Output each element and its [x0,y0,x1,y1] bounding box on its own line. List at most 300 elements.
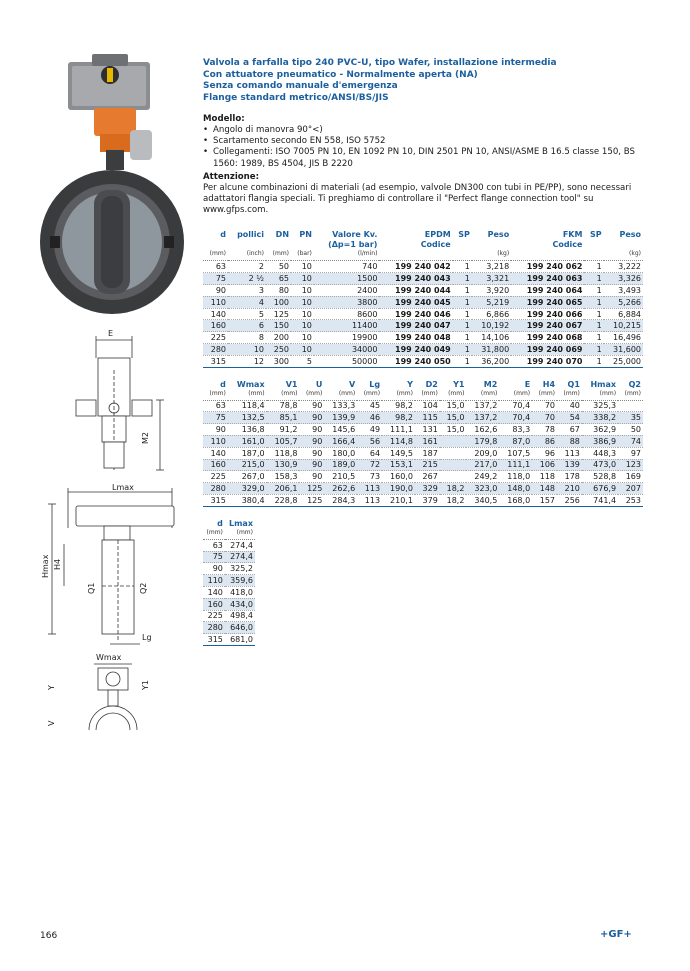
table-cell: 90 [203,424,228,436]
column-header [266,240,291,250]
table-cell: 140 [203,308,228,320]
table-cell: 681,0 [225,634,255,646]
table-cell: 83,3 [499,424,532,436]
column-header: (mm) [582,390,618,401]
table-row [203,424,643,436]
table-cell: 50 [618,424,643,436]
table-cell: 3,326 [604,273,643,285]
table-cell: 97 [618,447,643,459]
column-header: (mm) [440,390,467,401]
table-cell [440,447,467,459]
column-header: (mm) [299,390,324,401]
column-header: Codice [552,240,583,250]
attention-text: Per alcune combinazioni di materiali (ad esempio, valvole DN300 con tubi in PE/PP), sono necessari adattatori flangia speciali. Ti preghiamo di controllare il "Perfect flange connection tool" su www.gfps.com. [203,182,632,216]
table-cell: 253 [618,494,643,506]
table-cell: 1 [453,261,472,273]
table-cell: 1 [584,285,603,297]
column-header: (mm) [415,390,440,401]
table-cell: 70 [532,400,557,412]
table-row [203,447,643,459]
column-header: (mm) [466,390,499,401]
column-header [584,250,603,261]
table-cell: 323,0 [466,483,499,495]
table-cell: 325,3 [582,400,618,412]
table-cell: 110 [203,435,228,447]
table-cell: 199 240 046 [379,308,452,320]
lmax-table [203,519,255,646]
table-cell: 1 [453,273,472,285]
column-header: D2 [425,379,438,389]
table-cell: 3,321 [472,273,511,285]
table-cell: 741,4 [582,494,618,506]
table-cell: 139,9 [324,412,357,424]
table-cell: 315 [203,355,228,367]
column-header: Q1 [567,379,580,389]
table-row [203,332,643,344]
table-cell: 1 [453,344,472,356]
table-cell: 65 [266,273,291,285]
table-cell: 10 [291,261,314,273]
column-header: (mm) [203,529,225,540]
table-cell: 473,0 [582,459,618,471]
table-unit-row [203,250,643,261]
table-cell: 228,8 [267,494,300,506]
table-cell: 90 [299,435,324,447]
table-cell: 187 [415,447,440,459]
title-line: Senza comando manuale d'emergenza [203,81,398,91]
label-y1: Y1 [141,680,150,690]
dimensions-table [203,380,643,507]
column-header [453,240,472,250]
table-row [203,261,643,273]
table-cell: 16,496 [604,332,643,344]
table-row [203,344,643,356]
title-line: Valvola a farfalla tipo 240 PVC-U, tipo Wafer, installazione intermedia [203,58,557,68]
table-cell: 217,0 [466,459,499,471]
table-cell: 215,0 [228,459,267,471]
table-cell: 160 [203,459,228,471]
table-cell: 5,266 [604,296,643,308]
table-cell: 145,6 [324,424,357,436]
attention-label: Attenzione: [203,171,260,182]
table-cell: 150 [266,320,291,332]
table-cell: 118,0 [499,471,532,483]
left-drawings [32,40,192,734]
table-cell: 125 [266,308,291,320]
bullet-item: • Angolo di manovra 90°<) [203,125,643,136]
table-row [203,598,255,610]
table-cell: 72 [357,459,382,471]
table-row [203,308,643,320]
table-cell: 315 [203,494,228,506]
table-cell: 118,8 [267,447,300,459]
table-cell: 73 [357,471,382,483]
table-cell: 10 [291,273,314,285]
table-row [203,412,643,424]
label-lg: Lg [142,633,152,642]
table-header-row [203,230,643,240]
table-cell: 189,0 [324,459,357,471]
column-header [379,250,452,261]
table-cell: 10 [291,332,314,344]
column-header: (mm) [228,390,267,401]
table-cell: 140 [203,586,225,598]
column-header: (kg) [472,250,511,261]
column-header: V [349,379,356,389]
table-cell: 199 240 066 [511,308,584,320]
table-cell: 10 [291,285,314,297]
table-cell: 199 240 063 [511,273,584,285]
table-cell: 31,600 [604,344,643,356]
table-cell: 199 240 047 [379,320,452,332]
column-header: DN [275,230,290,240]
table-cell: 70 [532,412,557,424]
column-header: FKM [562,230,583,240]
table-row [203,610,255,622]
table-cell: 10 [228,344,266,356]
table-cell: 215 [415,459,440,471]
table-cell: 110 [203,575,225,587]
table-cell: 386,9 [582,435,618,447]
table-cell: 133,3 [324,400,357,412]
table-cell: 676,9 [582,483,618,495]
column-header: SP [458,230,470,240]
table-cell: 45 [357,400,382,412]
table-header-row [203,240,643,250]
table-cell: 1 [584,261,603,273]
table-cell: 111,1 [499,459,532,471]
column-header: Codice [420,240,451,250]
column-header: (mm) [499,390,532,401]
table-cell: 209,0 [466,447,499,459]
table-cell: 75 [203,273,228,285]
table-cell: 187,0 [228,447,267,459]
table-cell: 15,0 [440,400,467,412]
column-header: d [220,230,227,240]
column-header: Valore Kv. [332,230,378,240]
product-title [203,58,643,104]
table-row [203,551,255,563]
table-cell: 75 [203,551,225,563]
table-cell: 3,493 [604,285,643,297]
column-header [228,240,266,250]
column-header: Peso [487,230,510,240]
column-header: (mm) [382,390,415,401]
table-cell: 50000 [314,355,380,367]
table-cell: 199 240 044 [379,285,452,297]
table-cell: 1 [584,355,603,367]
table-cell: 1 [453,355,472,367]
column-header: d [220,379,226,389]
table-cell: 98,2 [382,400,415,412]
lmax-table-body [203,539,255,645]
table-cell: 250 [266,344,291,356]
table-cell: 249,2 [466,471,499,483]
column-header: H4 [542,379,556,389]
table-cell: 12 [228,355,266,367]
column-header [584,240,603,250]
table-cell: 207 [618,483,643,495]
model-label: Modello: [203,114,245,124]
table-cell: 528,8 [582,471,618,483]
table-row [203,285,643,297]
table-cell: 123 [618,459,643,471]
table-cell: 70,4 [499,412,532,424]
table-cell: 1 [584,296,603,308]
table-cell: 140 [203,447,228,459]
column-header: U [315,379,323,389]
table-cell: 199 240 048 [379,332,452,344]
table-cell: 25,000 [604,355,643,367]
table-cell: 125 [299,494,324,506]
table-row [203,563,255,575]
table-cell: 110 [203,296,228,308]
bullet-item: • Collegamenti: ISO 7005 PN 10, EN 1092 PN 10, DIN 2501 PN 10, ANSI/ASME B 16.5 classe 150, BS 1560: 1989, BS 4504, JIS B 2220 [203,147,643,169]
table-row [203,273,643,285]
table-cell: 90 [299,471,324,483]
column-header [472,240,511,250]
table-cell: 161 [415,435,440,447]
table-header-row [203,519,255,529]
table-cell: 63 [203,261,228,273]
table-row [203,539,255,551]
table-cell: 1 [453,320,472,332]
table-cell: 34000 [314,344,380,356]
table-cell: 225 [203,610,225,622]
table-cell: 148,0 [499,483,532,495]
table-header-row [203,380,643,390]
column-header: d [217,518,223,528]
table-cell: 3 [228,285,266,297]
table-cell: 280 [203,622,225,634]
table-row [203,435,643,447]
table-cell: 2400 [314,285,380,297]
table-cell: 284,3 [324,494,357,506]
table-cell: 137,2 [466,412,499,424]
column-header: (inch) [228,250,266,261]
column-header: (kg) [604,250,643,261]
table-cell: 40 [557,400,582,412]
table-cell: 199 240 067 [511,320,584,332]
table-cell: 3800 [314,296,380,308]
table-cell: 107,5 [499,447,532,459]
table-cell: 90 [299,459,324,471]
table-cell: 130,9 [267,459,300,471]
table-cell: 340,5 [466,494,499,506]
table-unit-row [203,390,643,401]
table-row [203,586,255,598]
table-cell: 35 [618,412,643,424]
table-unit-row [203,529,255,540]
column-header: (mm) [557,390,582,401]
table-cell: 63 [203,539,225,551]
column-header: V1 [285,379,298,389]
table-cell: 300 [266,355,291,367]
side-view-drawing [48,488,174,644]
table-cell: 90 [299,412,324,424]
table-cell: 262,6 [324,483,357,495]
label-lmax: Lmax [112,483,134,492]
table-cell: 180,0 [324,447,357,459]
drawings-svg [32,40,192,730]
label-v: V [47,720,56,726]
table-cell: 139 [557,459,582,471]
table-cell: 280 [203,344,228,356]
table-cell: 36,200 [472,355,511,367]
table-cell: 74 [618,435,643,447]
table-cell: 148 [532,483,557,495]
page-number: 166 [40,931,58,941]
table-cell: 10 [291,308,314,320]
table-cell: 5 [228,308,266,320]
table-cell: 160,0 [382,471,415,483]
table-cell: 5,219 [472,296,511,308]
table-row [203,400,643,412]
table-cell: 199 240 065 [511,296,584,308]
table-cell: 646,0 [225,622,255,634]
table-cell: 15,0 [440,424,467,436]
table-cell: 98,2 [382,412,415,424]
column-header: EPDM [424,230,451,240]
codes-table-body [203,261,643,367]
table-cell [618,400,643,412]
table-row [203,320,643,332]
table-cell: 132,5 [228,412,267,424]
column-header: Hmax [590,379,617,389]
table-cell: 115 [415,412,440,424]
column-header: Lg [369,379,381,389]
table-cell: 329 [415,483,440,495]
table-cell [440,471,467,483]
table-cell: 325,2 [225,563,255,575]
table-cell: 1 [453,332,472,344]
table-cell: 86 [532,435,557,447]
column-header: Lmax [229,518,253,528]
table-cell: 3,222 [604,261,643,273]
table-cell: 179,8 [466,435,499,447]
table-cell: 1500 [314,273,380,285]
table-cell: 280 [203,483,228,495]
table-cell: 49 [357,424,382,436]
table-cell: 6 [228,320,266,332]
table-cell: 90 [299,447,324,459]
table-cell: 434,0 [225,598,255,610]
table-cell: 11400 [314,320,380,332]
table-cell: 70,4 [499,400,532,412]
table-cell: 104 [415,400,440,412]
table-cell: 210,1 [382,494,415,506]
column-header: (mm) [203,390,228,401]
table-cell: 50 [266,261,291,273]
table-cell: 210 [557,483,582,495]
table-cell: 199 240 049 [379,344,452,356]
dimensions-table-body [203,400,643,506]
table-cell: 75 [203,412,228,424]
column-header: (mm) [225,529,255,540]
table-cell: 1 [453,285,472,297]
model-bullets [203,125,643,170]
table-cell: 10,192 [472,320,511,332]
table-cell: 64 [357,447,382,459]
table-cell: 1 [584,320,603,332]
table-cell: 8 [228,332,266,344]
table-row [203,494,643,506]
table-cell: 740 [314,261,380,273]
table-cell: 199 240 042 [379,261,452,273]
table-cell: 106 [532,459,557,471]
table-cell: 6,884 [604,308,643,320]
table-cell: 498,4 [225,610,255,622]
column-header: (mm) [266,250,291,261]
table-cell: 14,106 [472,332,511,344]
table-cell: 90 [299,424,324,436]
table-cell: 19900 [314,332,380,344]
column-header: (mm) [532,390,557,401]
table-cell: 199 240 043 [379,273,452,285]
table-cell: 131 [415,424,440,436]
table-cell: 1 [584,344,603,356]
table-cell: 18,2 [440,483,467,495]
table-cell: 125 [299,483,324,495]
gf-logo: +GF+ [600,929,632,940]
table-cell: 267,0 [228,471,267,483]
table-cell: 359,6 [225,575,255,587]
table-cell: 338,2 [582,412,618,424]
table-cell [440,435,467,447]
table-cell: 111,1 [382,424,415,436]
table-cell: 105,7 [267,435,300,447]
table-row [203,483,643,495]
table-cell: 206,1 [267,483,300,495]
table-cell: 448,3 [582,447,618,459]
table-cell: 225 [203,471,228,483]
table-cell: 1 [453,296,472,308]
table-cell: 267 [415,471,440,483]
label-h4: H4 [53,558,62,570]
column-header: SP [590,230,602,240]
column-header [604,240,643,250]
column-header: Y1 [453,379,465,389]
table-cell: 161,0 [228,435,267,447]
table-cell: 329,0 [228,483,267,495]
table-cell: 166,4 [324,435,357,447]
table-cell: 96 [532,447,557,459]
column-header: (mm) [324,390,357,401]
table-cell: 10 [291,320,314,332]
table-cell: 190,0 [382,483,415,495]
table-cell: 78 [532,424,557,436]
table-cell: 1 [453,308,472,320]
column-header: (bar) [291,250,314,261]
table-row [203,575,255,587]
column-header: (l/min) [314,250,380,261]
table-cell: 162,6 [466,424,499,436]
table-cell: 362,9 [582,424,618,436]
table-cell: 88 [557,435,582,447]
table-cell: 380,4 [228,494,267,506]
column-header: PN [299,230,312,240]
label-wmax: Wmax [96,653,122,662]
table-cell: 18,2 [440,494,467,506]
table-cell: 85,1 [267,412,300,424]
column-header: (mm) [618,390,643,401]
table-cell: 4 [228,296,266,308]
table-cell: 379 [415,494,440,506]
table-cell: 91,2 [267,424,300,436]
table-cell: 136,8 [228,424,267,436]
front-view-drawing [76,336,164,470]
table-cell: 225 [203,332,228,344]
